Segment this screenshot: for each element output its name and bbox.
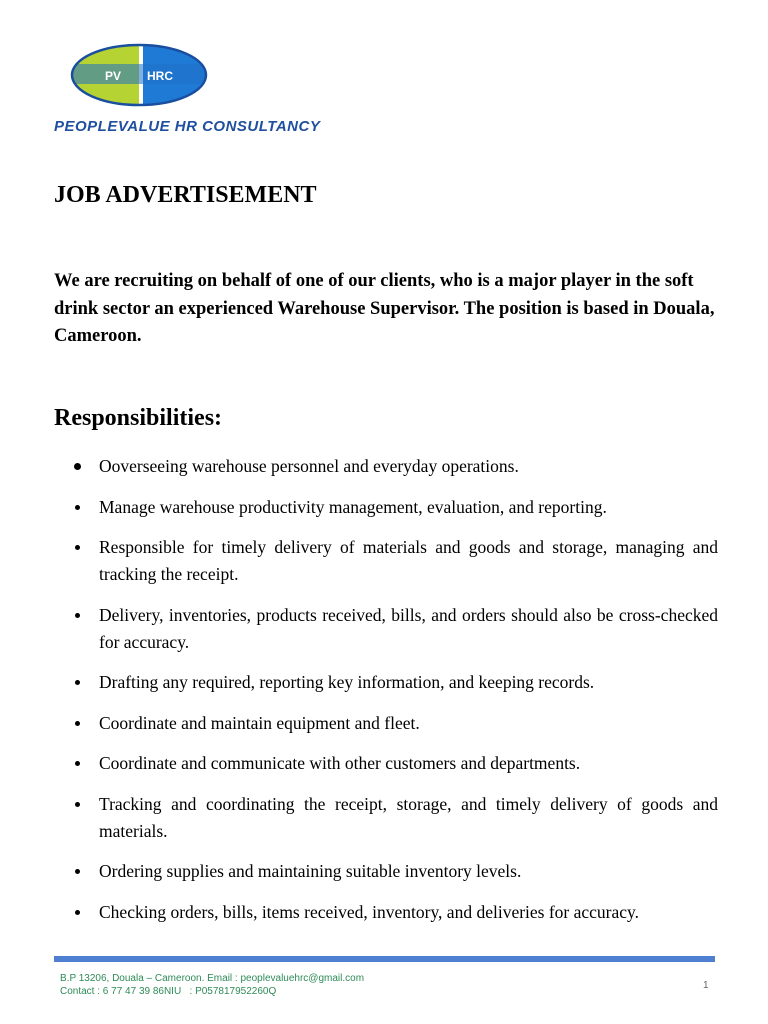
responsibilities-list [54, 453, 718, 939]
bullet-icon [75, 721, 80, 726]
list-item [54, 602, 718, 656]
list-item-text: Coordinate and maintain equipment and fleet. [99, 712, 420, 733]
footer-contact-line: Contact : 6 77 47 39 86NIU : P057817952260Q [60, 986, 277, 997]
list-item [54, 494, 718, 521]
footer-contact [60, 972, 364, 998]
bullet-icon [75, 869, 80, 874]
page-number: 1 [703, 980, 709, 991]
footer-divider [54, 956, 715, 962]
bullet-icon [75, 802, 80, 807]
responsibilities-heading: Responsibilities: [54, 405, 223, 431]
list-item-text: Responsible for timely delivery of materials and goods and storage, managing and tracking the receipt. [99, 537, 718, 584]
intro-paragraph: We are recruiting on behalf of one of our clients, who is a major player in the soft drink sector an experienced Warehouse Supervisor. The position is based in Douala, Cameroon. [54, 271, 715, 346]
list-item [54, 453, 718, 480]
list-item [54, 534, 718, 588]
page-title: JOB ADVERTISEMENT [54, 182, 317, 208]
bullet-icon [74, 463, 81, 470]
logo-hrc-text: HRC [147, 69, 173, 83]
bullet-icon [75, 545, 80, 550]
bullet-icon [75, 761, 80, 766]
list-item-text: Drafting any required, reporting key information, and keeping records. [99, 672, 595, 692]
bullet-icon [75, 505, 80, 510]
bullet-icon [75, 680, 80, 685]
list-item-text: Coordinate and communicate with other customers and departments. [99, 753, 581, 773]
bullet-icon [75, 613, 80, 618]
logo-band [69, 64, 209, 84]
list-item-text: Checking orders, bills, items received, inventory, and deliveries for accuracy. [99, 901, 640, 922]
pvhrc-logo [69, 42, 209, 108]
list-item [54, 710, 718, 737]
logo-pv-text: PV [104, 69, 122, 83]
list-item [54, 669, 718, 696]
list-item-text: Manage warehouse productivity management, evaluation, and reporting. [99, 496, 607, 517]
list-item-text: Ordering supplies and maintaining suitable inventory levels. [99, 861, 522, 881]
list-item [54, 791, 718, 845]
company-name: PEOPLEVALUE HR CONSULTANCY [54, 118, 321, 135]
list-item-text: Tracking and coordinating the receipt, storage, and timely delivery of goods and materials. [99, 793, 718, 841]
footer-address-line: B.P 13206, Douala – Cameroon. Email : peoplevaluehrc@gmail.com [60, 973, 365, 984]
list-item [54, 899, 718, 926]
list-item-text: Delivery, inventories, products received, bills, and orders should also be cross-checked for accuracy. [99, 604, 718, 652]
list-item [54, 750, 718, 777]
list-item-text: Ooverseeing warehouse personnel and everyday operations. [99, 456, 519, 476]
list-item [54, 858, 718, 885]
bullet-icon [75, 910, 80, 915]
